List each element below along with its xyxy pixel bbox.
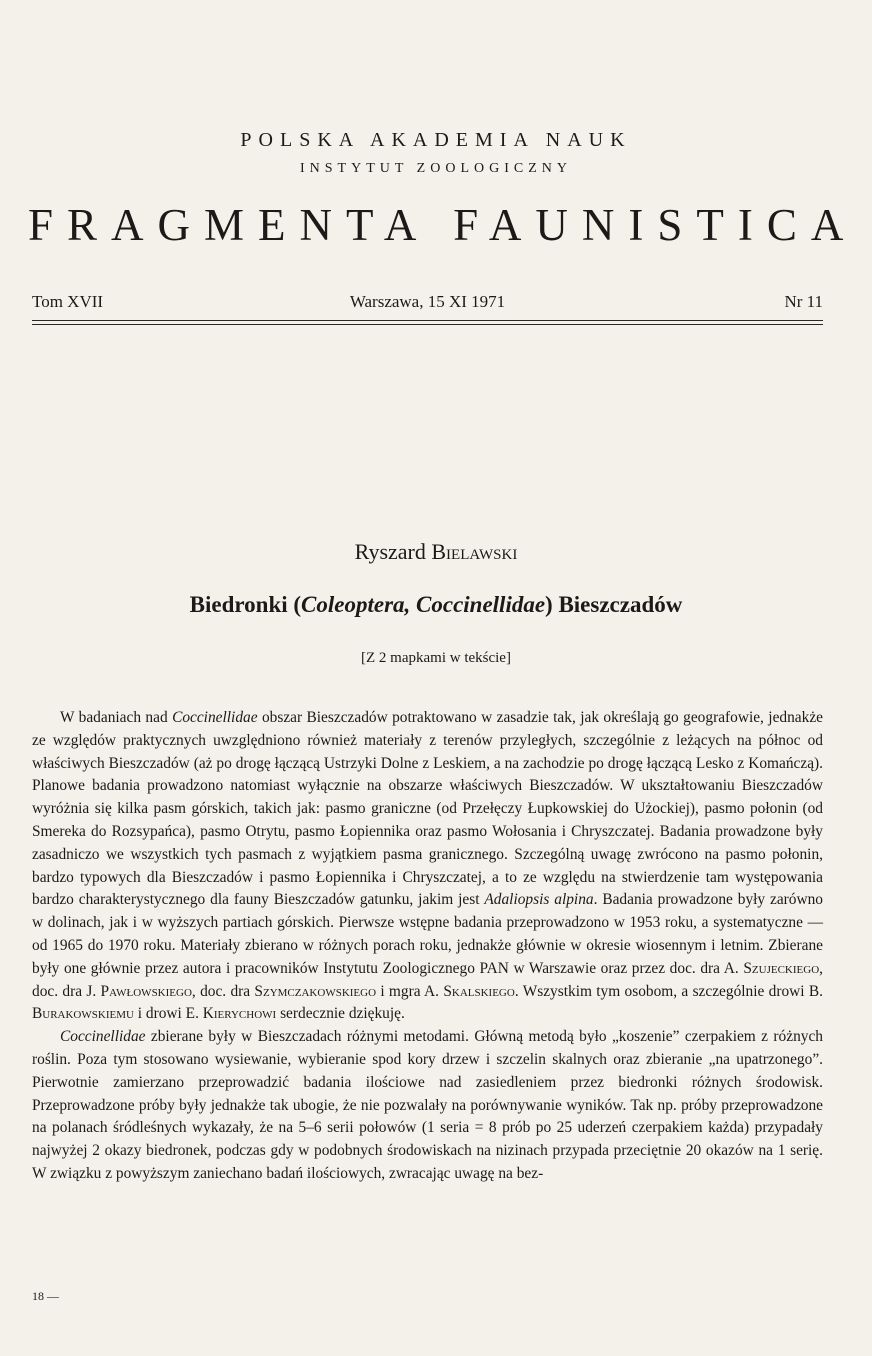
header-rule-top (32, 320, 823, 321)
title-taxa: Coleoptera, Coccinellidae (301, 592, 546, 617)
person-name: Kierychowi (202, 1005, 277, 1023)
text-run: , doc. dra J. (32, 959, 823, 1000)
header-rule-bottom (32, 324, 823, 325)
issue-date: Warszawa, 15 XI 1971 (349, 292, 506, 311)
person-name: Szymczakowskiego (254, 982, 377, 1000)
person-name: Szujeckiego (743, 959, 820, 977)
article-title (0, 590, 872, 620)
text-run: . Badania prowadzone były zarówno w dolinach, jak i w wyższych partiach górskich. Pierwsze wstępne badania przeprowadzono w 1953 roku, a systematyczne — od 1965 do 1970 roku. Materiały zbierano w różnych porach roku, jednakże głównie w okresie wiosennym i letnim. Zbierane były one głównie przez autora i pracowników Instytutu Zoologicznego PAN w Warszawie oraz przez doc. dra A. (32, 891, 823, 977)
paragraph-2 (32, 1026, 823, 1186)
species-name: Adaliopsis alpina (484, 891, 594, 909)
text-run: i mgra A. (376, 982, 444, 1000)
academy-name: POLSKA AKADEMIA NAUK (240, 129, 632, 151)
author-first-name: Ryszard (354, 539, 432, 564)
journal-title: FRAGMENTA FAUNISTICA (28, 200, 858, 250)
paragraph-1 (32, 707, 823, 1026)
person-name: Burakowskiemu (32, 1005, 134, 1023)
text-run: W badaniach nad (60, 709, 173, 726)
person-name: Pawłowskiego (100, 982, 192, 1000)
text-run: , doc. dra (191, 982, 255, 1000)
text-run: zbierane były w Bieszczadach różnymi metodami. Główną metodą było „koszenie” czerpakiem z różnych roślin. Poza tym stosowano wysiewanie, wybieranie spod kory drzew i szczelin skalnych oraz zbieranie „na upatrzonego”. Pierwotnie zamierzano przeprowadzić badania ilościowe nad zasiedleniem przez biedronki różnych środowisk. Przeprowadzone próby były jednakże tak ubogie, że nie pozwalały na porównywanie wyników. Tak np. próby przeprowadzone na polanach śródleśnych wykazały, że na 5–6 serii połowów (1 seria = 8 prób po 25 uderzeń czerpakiem każda) przypadały najwyżej 2 okazy biedronek, podczas gdy w podobnych środowiskach na nizinach przypada przeciętnie 20 okazów na 1 serię. W związku z powyższym zaniechano badań ilościowych, zwracając uwagę na bez- (32, 1028, 823, 1182)
page-folio: 18 — (32, 1289, 59, 1303)
figure-note: [Z 2 mapkami w tekście] (361, 650, 511, 666)
article-body (32, 707, 823, 1186)
text-run: i drowi E. (133, 1005, 203, 1023)
author-last-name: Bielawski (431, 539, 518, 564)
taxon-name: Coccinellidae (172, 709, 258, 726)
institute-name: INSTYTUT ZOOLOGICZNY (300, 161, 572, 176)
text-run: serdecznie dziękuję. (276, 1005, 405, 1023)
person-name: Skalskiego (443, 982, 515, 1000)
title-post: ) Bieszczadów (545, 592, 683, 617)
volume-label: Tom XVII (32, 292, 104, 311)
title-pre: Biedronki ( (189, 592, 302, 617)
issue-info-row (32, 290, 823, 314)
article-author (0, 538, 872, 566)
taxon-name: Coccinellidae (60, 1028, 146, 1046)
text-run: obszar Bieszczadów potraktowano w zasadzie tak, jak określają go geografowie, jednakże ze względów praktycznych uwzględniono również materiały z terenów przyległych, szczególnie z leżących na północ od właściwych Bieszczadów (aż po drogę łączącą Ustrzyki Dolne z Leskiem, a na zachodzie po drogę łączącą Lesko z Komańczą). Planowe badania prowadzono natomiast wyłącznie na obszarze właściwych Bieszczadów. W ukształtowaniu Bieszczadów wyróżnia się kilka pasm górskich, takich jak: pasmo graniczne (od Przełęczy Łupkowskiej do Użockiej), pasmo połonin (od Smereka do Rozsypańca), pasmo Otrytu, pasmo Łopiennika oraz pasmo Wołosania i Chryszczatej. Badania prowadzone były zasadniczo we wszystkich tych pasmach z wyjątkiem pasma granicznego. Szczególną uwagę zwrócono na pasmo połonin, bardzo typowych dla Bieszczadów i pasmo Łopiennika i Chryszczatej, a to ze względu na stwierdzenie tam występowania bardzo charakterystycznego dla fauny Bieszczadów gatunku, jakim jest (32, 709, 823, 909)
issue-number: Nr 11 (784, 292, 823, 311)
text-run: . Wszystkim tym osobom, a szczególnie drowi B. (514, 982, 824, 1000)
